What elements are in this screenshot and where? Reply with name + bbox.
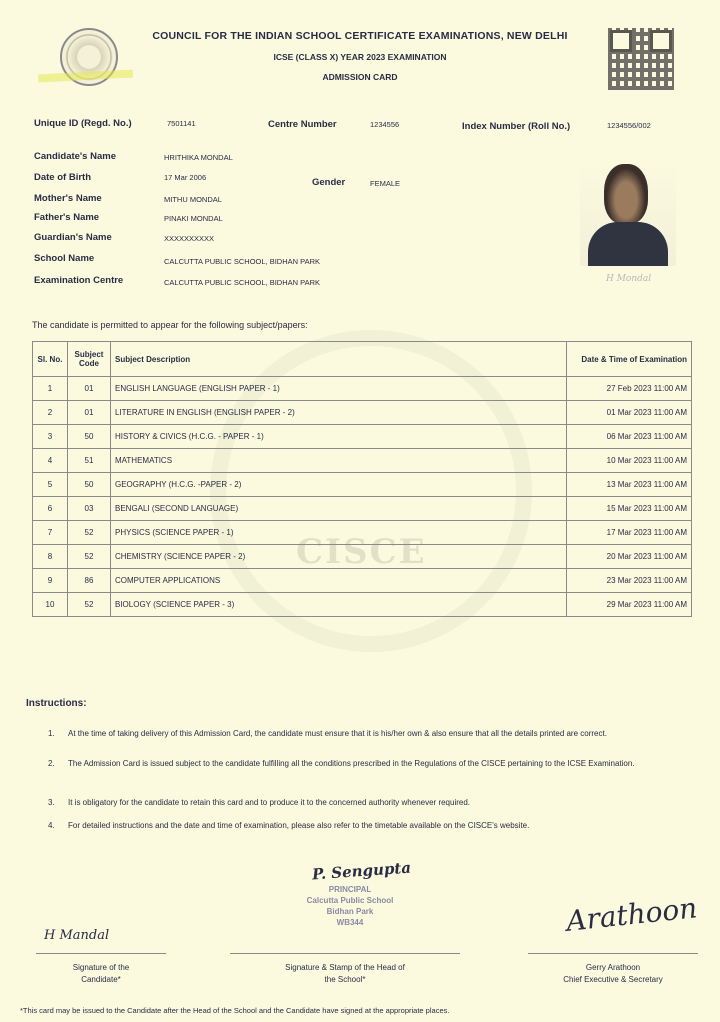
caption-line: Signature & Stamp of the Head of bbox=[285, 963, 405, 972]
subject-description-cell: HISTORY & CIVICS (H.C.G. - PAPER - 1) bbox=[111, 425, 567, 449]
candidate-name-value: HRITHIKA MONDAL bbox=[164, 153, 233, 162]
instruction-text: At the time of taking delivery of this Admission Card, the candidate must ensure that it is his/her own & also ensure that all the details printed are correct. bbox=[68, 729, 607, 738]
school-stamp bbox=[280, 884, 420, 928]
father-value: PINAKI MONDAL bbox=[164, 214, 223, 223]
instruction-item bbox=[48, 819, 678, 832]
permission-text: The candidate is permitted to appear for the following subject/papers: bbox=[32, 320, 308, 330]
table-row bbox=[33, 569, 692, 593]
sl-no-cell: 1 bbox=[33, 377, 68, 401]
caption-line: Signature of the bbox=[72, 963, 130, 972]
table-row bbox=[33, 449, 692, 473]
subject-code-cell: 01 bbox=[68, 377, 111, 401]
date-time-cell: 10 Mar 2023 11:00 AM bbox=[567, 449, 692, 473]
instruction-number: 1. bbox=[48, 729, 55, 738]
exam-centre-label: Examination Centre bbox=[34, 275, 124, 286]
subject-description-cell: BIOLOGY (SCIENCE PAPER - 3) bbox=[111, 593, 567, 617]
sl-no-cell: 2 bbox=[33, 401, 68, 425]
candidate-signature-caption bbox=[36, 962, 166, 986]
col-sl-no: Sl. No. bbox=[33, 342, 68, 377]
instruction-item bbox=[48, 727, 678, 740]
photo-face bbox=[604, 164, 648, 224]
col-subject-code: Subject Code bbox=[68, 342, 111, 377]
table-row bbox=[33, 521, 692, 545]
instruction-text: For detailed instructions and the date and time of examination, please also refer to the timetable available on the CISCE's website. bbox=[68, 821, 530, 830]
photo-signature: H Mondal bbox=[606, 274, 652, 284]
subject-code-cell: 50 bbox=[68, 473, 111, 497]
sl-no-cell: 4 bbox=[33, 449, 68, 473]
guardian-label: Guardian's Name bbox=[34, 232, 112, 243]
subjects-table bbox=[32, 341, 692, 617]
caption-line: Gerry Arathoon bbox=[585, 963, 641, 972]
subject-description-cell: GEOGRAPHY (H.C.G. -PAPER - 2) bbox=[111, 473, 567, 497]
instruction-item bbox=[48, 796, 678, 809]
school-label: School Name bbox=[34, 253, 95, 264]
table-row bbox=[33, 377, 692, 401]
subject-code-cell: 86 bbox=[68, 569, 111, 593]
council-name: COUNCIL FOR THE INDIAN SCHOOL CERTIFICATE EXAMINATIONS, NEW DELHI bbox=[152, 30, 568, 42]
subject-description-cell: CHEMISTRY (SCIENCE PAPER - 2) bbox=[111, 545, 567, 569]
table-row bbox=[33, 545, 692, 569]
sl-no-cell: 3 bbox=[33, 425, 68, 449]
date-time-cell: 15 Mar 2023 11:00 AM bbox=[567, 497, 692, 521]
stamp-line: Calcutta Public School bbox=[306, 896, 394, 905]
watermark-text: CISCE bbox=[296, 532, 427, 572]
subject-code-cell: 01 bbox=[68, 401, 111, 425]
secretary-signature-caption bbox=[528, 962, 698, 986]
principal-signature: P. Sengupta bbox=[311, 858, 412, 884]
table-row bbox=[33, 497, 692, 521]
subject-code-cell: 03 bbox=[68, 497, 111, 521]
col-date-time: Date & Time of Examination bbox=[567, 342, 692, 377]
caption-line: Candidate* bbox=[81, 975, 121, 984]
caption-line: the School* bbox=[324, 975, 366, 984]
exam-title: ICSE (CLASS X) YEAR 2023 EXAMINATION bbox=[273, 52, 447, 62]
centre-number-label: Centre Number bbox=[268, 119, 337, 130]
table-row bbox=[33, 425, 692, 449]
stamp-line: WB344 bbox=[336, 918, 364, 927]
exam-centre-value: CALCUTTA PUBLIC SCHOOL, BIDHAN PARK bbox=[164, 278, 321, 287]
subject-description-cell: MATHEMATICS bbox=[111, 449, 567, 473]
guardian-value: XXXXXXXXXX bbox=[164, 234, 215, 243]
gender-value: FEMALE bbox=[370, 179, 401, 188]
instruction-text: The Admission Card is issued subject to the candidate fulfilling all the conditions prescribed in the Regulations of the CISCE pertaining to the ICSE Examination. bbox=[68, 759, 635, 768]
footnote: *This card may be issued to the Candidate after the Head of the School and the Candidate have signed at the appropriate places. bbox=[20, 1006, 450, 1015]
subject-code-cell: 52 bbox=[68, 521, 111, 545]
date-time-cell: 29 Mar 2023 11:00 AM bbox=[567, 593, 692, 617]
card-header bbox=[120, 30, 600, 82]
candidate-signature-line bbox=[36, 953, 166, 954]
date-time-cell: 17 Mar 2023 11:00 AM bbox=[567, 521, 692, 545]
sl-no-cell: 6 bbox=[33, 497, 68, 521]
subject-description-cell: PHYSICS (SCIENCE PAPER - 1) bbox=[111, 521, 567, 545]
unique-id-value: 7501141 bbox=[167, 119, 196, 128]
qr-code-icon bbox=[608, 28, 674, 90]
secretary-signature: Arathoon bbox=[564, 891, 699, 938]
photo-shoulders bbox=[588, 222, 668, 266]
head-signature-line bbox=[230, 953, 460, 954]
subject-description-cell: LITERATURE IN ENGLISH (ENGLISH PAPER - 2) bbox=[111, 401, 567, 425]
date-time-cell: 13 Mar 2023 11:00 AM bbox=[567, 473, 692, 497]
sl-no-cell: 8 bbox=[33, 545, 68, 569]
subject-code-cell: 52 bbox=[68, 545, 111, 569]
table-row bbox=[33, 401, 692, 425]
date-time-cell: 01 Mar 2023 11:00 AM bbox=[567, 401, 692, 425]
subject-code-cell: 51 bbox=[68, 449, 111, 473]
table-header-row bbox=[33, 342, 692, 377]
father-label: Father's Name bbox=[34, 212, 100, 223]
date-time-cell: 23 Mar 2023 11:00 AM bbox=[567, 569, 692, 593]
date-time-cell: 06 Mar 2023 11:00 AM bbox=[567, 425, 692, 449]
instructions-heading: Instructions: bbox=[26, 698, 87, 709]
col-subject-description: Subject Description bbox=[111, 342, 567, 377]
mother-label: Mother's Name bbox=[34, 193, 102, 204]
subject-code-cell: 50 bbox=[68, 425, 111, 449]
gender-label: Gender bbox=[312, 177, 346, 188]
secretary-signature-line bbox=[528, 953, 698, 954]
instruction-item bbox=[48, 757, 678, 770]
table-row bbox=[33, 593, 692, 617]
subject-description-cell: BENGALI (SECOND LANGUAGE) bbox=[111, 497, 567, 521]
centre-number-value: 1234556 bbox=[370, 120, 400, 129]
dob-label: Date of Birth bbox=[34, 172, 91, 183]
card-title: ADMISSION CARD bbox=[322, 72, 398, 82]
instruction-number: 3. bbox=[48, 798, 55, 807]
subject-description-cell: COMPUTER APPLICATIONS bbox=[111, 569, 567, 593]
sl-no-cell: 5 bbox=[33, 473, 68, 497]
date-time-cell: 27 Feb 2023 11:00 AM bbox=[567, 377, 692, 401]
index-number-label: Index Number (Roll No.) bbox=[462, 121, 571, 132]
sl-no-cell: 10 bbox=[33, 593, 68, 617]
subject-description-cell: ENGLISH LANGUAGE (ENGLISH PAPER - 1) bbox=[111, 377, 567, 401]
instruction-text: It is obligatory for the candidate to retain this card and to produce it to the concerned authority whenever required. bbox=[68, 798, 471, 807]
head-signature-caption bbox=[230, 962, 460, 986]
school-value: CALCUTTA PUBLIC SCHOOL, BIDHAN PARK bbox=[164, 257, 321, 266]
candidate-signature: H Mandal bbox=[44, 928, 110, 943]
unique-id-label: Unique ID (Regd. No.) bbox=[34, 118, 132, 129]
mother-value: MITHU MONDAL bbox=[164, 195, 222, 204]
table-row bbox=[33, 473, 692, 497]
instruction-number: 4. bbox=[48, 821, 55, 830]
subject-code-cell: 52 bbox=[68, 593, 111, 617]
candidate-name-label: Candidate's Name bbox=[34, 151, 116, 162]
index-number-value: 1234556/002 bbox=[607, 121, 651, 130]
stamp-line: PRINCIPAL bbox=[328, 885, 372, 894]
sl-no-cell: 7 bbox=[33, 521, 68, 545]
stamp-line: Bidhan Park bbox=[326, 907, 374, 916]
date-time-cell: 20 Mar 2023 11:00 AM bbox=[567, 545, 692, 569]
dob-value: 17 Mar 2006 bbox=[164, 173, 207, 182]
table-body bbox=[33, 377, 692, 617]
caption-line: Chief Executive & Secretary bbox=[563, 975, 663, 984]
candidate-photo bbox=[580, 160, 676, 266]
sl-no-cell: 9 bbox=[33, 569, 68, 593]
instruction-number: 2. bbox=[48, 759, 55, 768]
